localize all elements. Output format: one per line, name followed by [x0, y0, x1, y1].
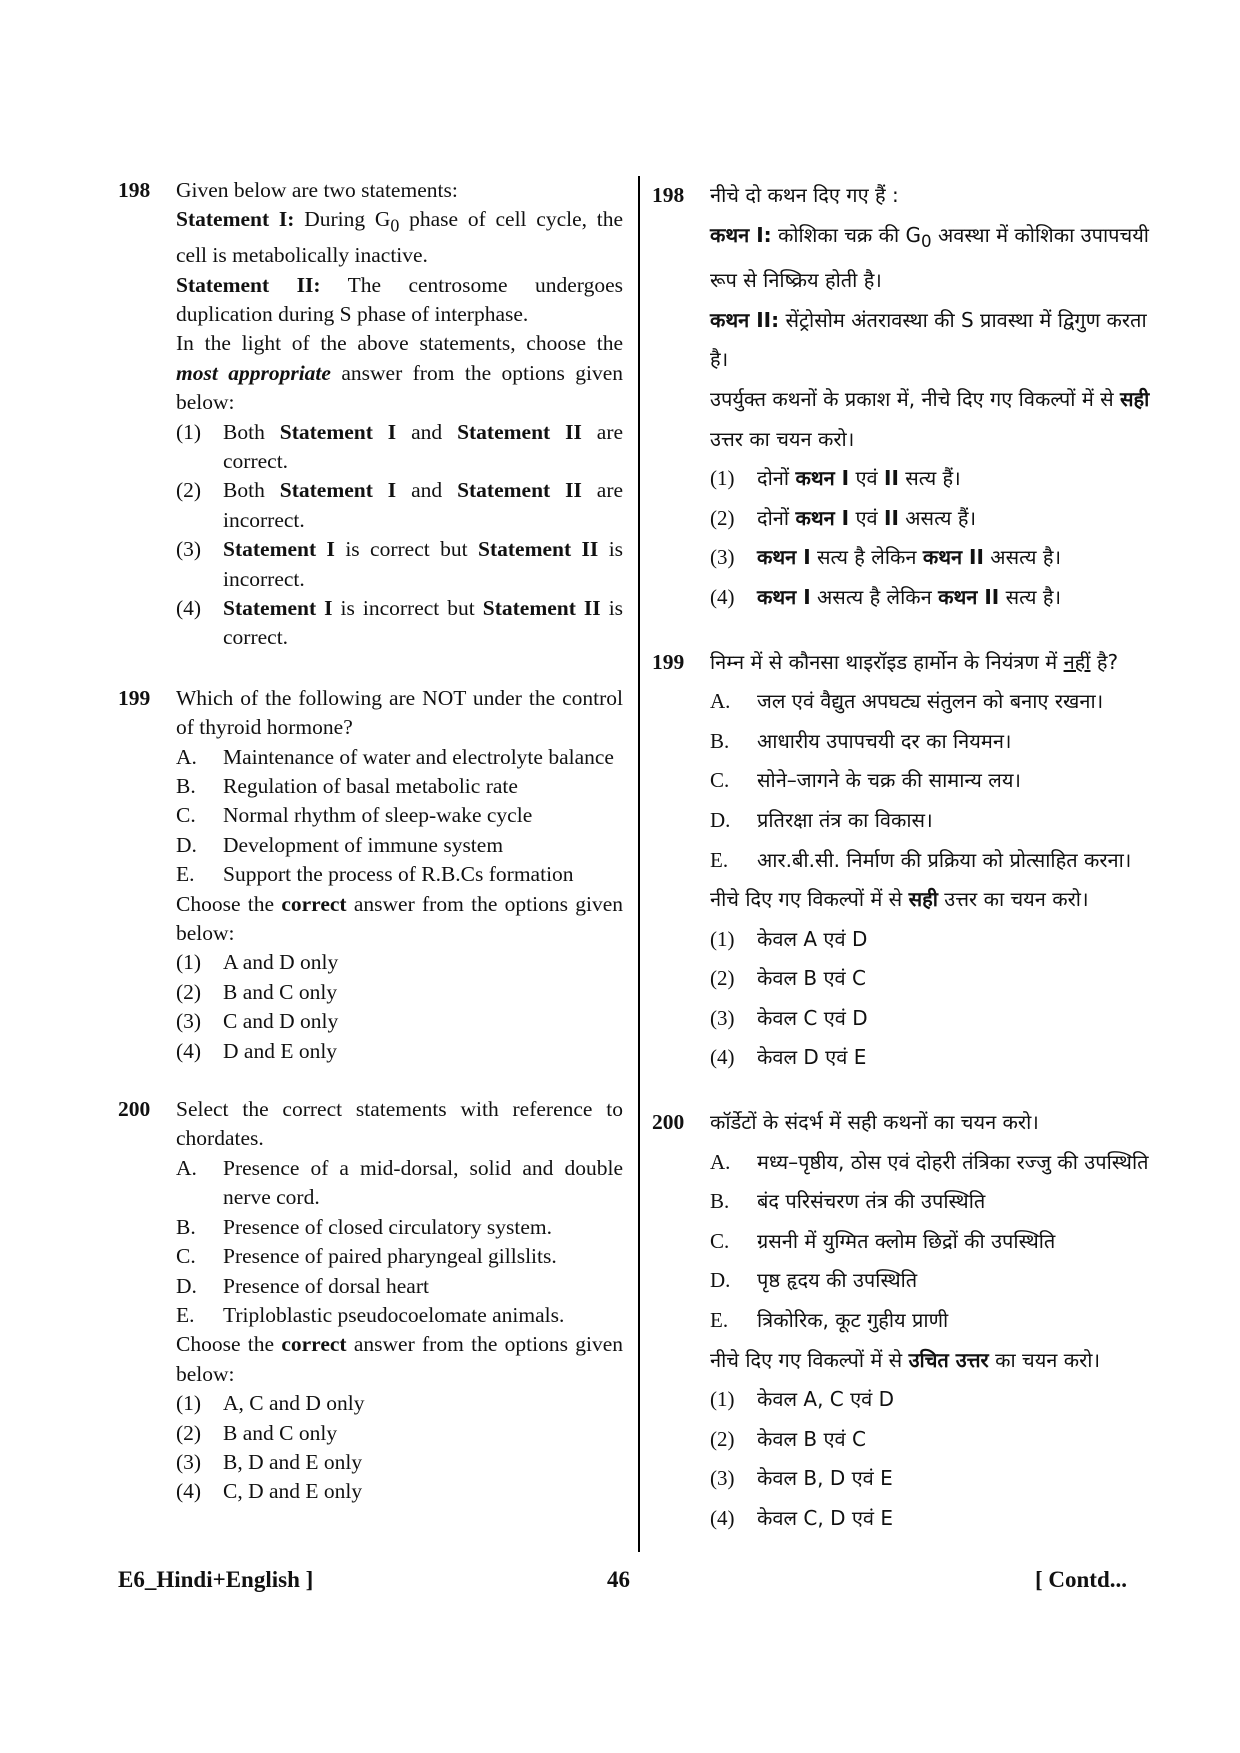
question-200-en	[118, 1095, 623, 1507]
hindi-column	[652, 176, 1167, 1539]
list-item: A. जल एवं वैद्युत अपघट्य संतुलन को बनाए रखना।	[710, 689, 1104, 714]
option[interactable]: (1) Both Statement I and Statement II are correct.	[176, 419, 624, 473]
statement-1-label: कथन I:	[710, 222, 772, 247]
footer-contd: [ Contd...	[1035, 1567, 1128, 1592]
column-divider	[638, 176, 640, 1552]
option[interactable]: (2) B and C only	[176, 1420, 338, 1445]
list-item: A. Maintenance of water and electrolyte balance	[176, 744, 614, 769]
option[interactable]: (2) केवल B एवं C	[710, 966, 866, 991]
list-item: B. Presence of closed circulatory system.	[176, 1214, 552, 1239]
question-number: 200	[652, 1110, 685, 1135]
list-item: E. आर.बी.सी. निर्माण की प्रक्रिया को प्रोत्साहित करना।	[710, 847, 1132, 872]
options-list	[710, 920, 1167, 1078]
option[interactable]: (1) A, C and D only	[176, 1391, 365, 1416]
option[interactable]: (3) कथन I सत्य है लेकिन कथन II असत्य है।	[710, 545, 1062, 570]
list-item: C. सोने–जागने के चक्र की सामान्य लय।	[710, 768, 1022, 793]
items-list	[176, 1154, 623, 1330]
option[interactable]: (2) केवल B एवं C	[710, 1426, 866, 1451]
option[interactable]: (3) केवल C एवं D	[710, 1005, 868, 1030]
option[interactable]: (4) Statement I is incorrect but Statement II is correct.	[176, 595, 624, 650]
options-list	[176, 418, 623, 653]
items-list	[710, 682, 1167, 880]
question-198-hi	[652, 176, 1167, 618]
question-intro: नीचे दो कथन दिए गए हैं :	[710, 183, 899, 207]
statement-2-label: कथन II:	[710, 307, 780, 332]
footer-page-number: 46	[607, 1567, 630, 1592]
option[interactable]: (4) कथन I असत्य है लेकिन कथन II सत्य है।	[710, 584, 1062, 609]
list-item: D. प्रतिरक्षा तंत्र का विकास।	[710, 807, 933, 832]
list-item: B. बंद परिसंचरण तंत्र की उपस्थिति	[710, 1189, 986, 1214]
instruction: In the light of the above statements, choose the most appropriate answer from the options given below:	[176, 331, 624, 415]
items-list	[176, 743, 623, 890]
option[interactable]: (3) C and D only	[176, 1009, 339, 1034]
option[interactable]: (4) केवल C, D एवं E	[710, 1506, 894, 1530]
option[interactable]: (3) केवल B, D एवं E	[710, 1466, 893, 1491]
instruction: Choose the correct answer from the options given below:	[176, 891, 623, 946]
question-text: Which of the following are NOT under the control of thyroid hormone?	[176, 685, 623, 740]
statement-1: Statement I: During $G_0$ phase of cell cycle, the cell is metabolically inactive.	[176, 207, 624, 268]
list-item: E. Triploblastic pseudocoelomate animals.	[176, 1302, 565, 1327]
list-item: D. Development of immune system	[176, 832, 504, 857]
question-199-hi	[652, 643, 1167, 1079]
question-number: 199	[652, 649, 685, 674]
list-item: D. Presence of dorsal heart	[176, 1273, 429, 1298]
english-column	[118, 176, 623, 1507]
option[interactable]: (1) केवल A एवं D	[710, 926, 868, 951]
list-item: B. आधारीय उपापचयी दर का नियमन।	[710, 728, 1012, 753]
option[interactable]: (4) C, D and E only	[176, 1479, 363, 1504]
question-199-en	[118, 684, 623, 1066]
list-item: C. Presence of paired pharyngeal gillslits.	[176, 1244, 557, 1269]
option[interactable]: (2) Both Statement I and Statement II are incorrect.	[176, 478, 624, 532]
options-list	[176, 1389, 623, 1507]
instruction: नीचे दिए गए विकल्पों में से सही उत्तर का चयन करो।	[710, 887, 1089, 912]
question-text: Select the correct statements with reference to chordates.	[176, 1097, 623, 1151]
option[interactable]: (2) B and C only	[176, 979, 338, 1004]
options-list	[710, 459, 1167, 617]
option[interactable]: (1) A and D only	[176, 950, 339, 975]
option[interactable]: (4) D and E only	[176, 1038, 338, 1063]
items-list	[710, 1143, 1167, 1341]
list-item: A. मध्य–पृष्ठीय, ठोस एवं दोहरी तंत्रिका रज्जु की उपस्थिति	[710, 1149, 1149, 1174]
list-item: E. Support the process of R.B.Cs formation	[176, 862, 574, 887]
statement-2: कथन II: सेंट्रोसोम अंतरावस्था की S प्रावस्था में द्विगुण करता है।	[710, 307, 1147, 372]
list-item: B. Regulation of basal metabolic rate	[176, 774, 518, 799]
option[interactable]: (2) दोनों कथन I एवं II असत्य हैं।	[710, 505, 977, 530]
list-item: A. Presence of a mid-dorsal, solid and double nerve cord.	[176, 1155, 623, 1210]
question-number: 200	[118, 1097, 151, 1122]
question-text: कॉर्डेटों के संदर्भ में सही कथनों का चयन करो।	[710, 1110, 1039, 1135]
option[interactable]: (3) B, D and E only	[176, 1449, 363, 1474]
options-list	[710, 1380, 1167, 1538]
question-number: 198	[652, 183, 685, 207]
options-list	[176, 948, 623, 1066]
option[interactable]: (1) केवल A, C एवं D	[710, 1387, 895, 1412]
question-number: 199	[118, 685, 151, 710]
option[interactable]: (4) केवल D एवं E	[710, 1045, 867, 1070]
question-200-hi	[652, 1103, 1167, 1539]
footer-paper-code: E6_Hindi+English ]	[118, 1567, 314, 1592]
statement-2: Statement II: The centrosome undergoes duplication during S phase of interphase.	[176, 272, 623, 326]
question-198-en	[118, 176, 623, 653]
instruction: Choose the correct answer from the options given below:	[176, 1332, 623, 1386]
option[interactable]: (3) Statement I is correct but Statement II is incorrect.	[176, 537, 624, 591]
list-item: C. Normal rhythm of sleep-wake cycle	[176, 803, 533, 828]
question-number: 198	[118, 178, 151, 202]
statement-1-label: Statement I:	[176, 207, 295, 232]
instruction: नीचे दिए गए विकल्पों में से उचित उत्तर का चयन करो।	[710, 1347, 1101, 1372]
list-item: C. ग्रसनी में युग्मित क्लोम छिद्रों की उपस्थिति	[710, 1228, 1056, 1253]
list-item: E. त्रिकोरिक, कूट गुहीय प्राणी	[710, 1308, 949, 1333]
instruction: उपर्युक्त कथनों के प्रकाश में, नीचे दिए गए विकल्पों में से सही उत्तर का चयन करो।	[710, 386, 1150, 451]
option[interactable]: (1) दोनों कथन I एवं II सत्य हैं।	[710, 466, 961, 491]
list-item: D. पृष्ठ हृदय की उपस्थिति	[710, 1268, 918, 1293]
statement-2-label: Statement II:	[176, 272, 321, 297]
question-intro: Given below are two statements:	[176, 178, 458, 202]
question-text: निम्न में से कौनसा थाइरॉइड हार्मोन के नियंत्रण में नहीं है?	[710, 649, 1119, 674]
statement-1: कथन I: कोशिका चक्र की $G_0$ अवस्था में कोशिका उपापचयी रूप से निष्क्रिय होती है।	[710, 222, 1149, 293]
